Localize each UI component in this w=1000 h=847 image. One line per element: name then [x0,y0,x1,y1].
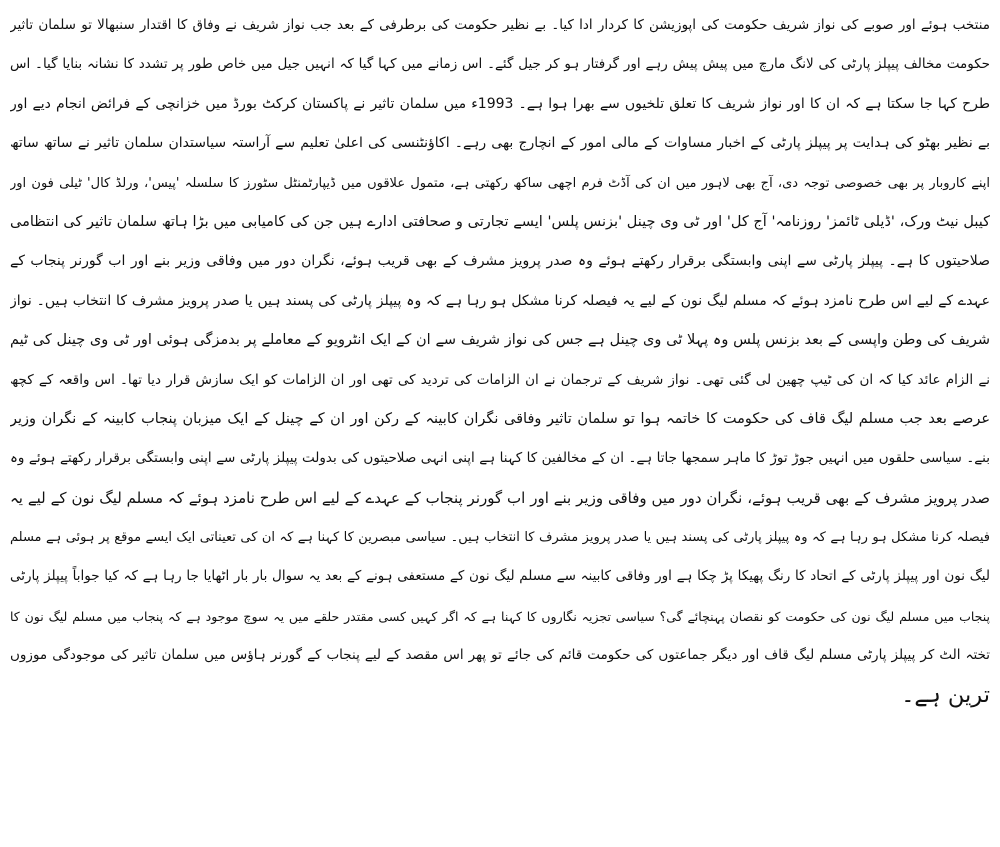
article-line: فیصلہ کرنا مشکل ہو رہا ہے کہ وہ پیپلز پارٹی کی پسند ہیں یا صدر پرویز مشرف کا انتخاب ہیں۔ سیاسی مبصرین کا کہنا ہے کہ ان کی تعیناتی ایک ایسے موقع پر ہوئی ہے مسلم [10,530,990,546]
article-line: صلاحیتوں کا ہے۔ پیپلز پارٹی سے اپنی وابستگی برقرار رکھتے ہوئے وہ صدر پرویز مشرف کے بھی قریب ہوئے، نگران دور میں وفاقی وزیر بنے اور اب گورنر پنجاب کے [10,253,990,270]
article-line: تختہ الٹ کر پیپلز پارٹی مسلم لیگ قاف اور دیگر جماعتوں کی حکومت قائم کی جائے تو پھر اس مقصد کے لیے پنجاب کے گورنر ہاؤس میں سلمان تاثیر کی موجودگی موزوں [10,647,990,664]
article-line: عرصے بعد جب مسلم لیگ قاف کی حکومت کا خاتمہ ہوا تو سلمان تاثیر وفاقی نگران کابینہ کے رکن اور ان کے چینل کے ایک میزبان پنجاب کابینہ کے نگران وزیر [10,410,990,427]
article-line: طرح کہا جا سکتا ہے کہ ان کا اور نواز شریف کا تعلق تلخیوں سے بھرا ہوا ہے۔ 1993ء میں سلمان تاثیر نے پاکستان کرکٹ بورڈ میں خزانچی کے فرائض انجام دیے اور [10,95,990,112]
article-line: نے الزام عائد کیا کہ ان کی ٹیپ چھین لی گئی تھی۔ نواز شریف کے ترجمان نے ان الزامات کی تردید کی تھی اور ان الزامات کو ایک سازش قرار دیا تھا۔ اس واقعہ کے کچھ [10,371,990,388]
article-line: منتخب ہوئے اور صوبے کی نواز شریف حکومت کی اپوزیشن کا کردار ادا کیا۔ بے نظیر حکومت کی برطرفی کے بعد جب نواز شریف نے وفاق کا اقتدار سنبھالا تو سلمان تاثیر [10,17,990,33]
article-line: پنجاب میں مسلم لیگ نون کی حکومت کو نقصان پہنچائے گی؟ سیاسی تجزیہ نگاروں کا کہنا ہے کہ اگر کہیں کسی مقتدر حلقے میں یہ سوچ موجود ہے کہ پنجاب میں مسلم لیگ نون کا [10,608,990,624]
article-line: اپنے کاروبار پر بھی خصوصی توجہ دی، آج بھی لاہور میں ان کی آڈٹ فرم اچھی ساکھ رکھتی ہے، متمول علاقوں میں ڈیپارٹمنٹل سٹورز کا سلسلہ 'پیس'، ورلڈ کال' ٹیلی فون اور [10,175,990,191]
article-line: لیگ نون اور پیپلز پارٹی کے اتحاد کا رنگ پھیکا پڑ چکا ہے اور وفاقی کابینہ سے مسلم لیگ نون کے مستعفی ہونے کے بعد یہ سوال بار بار اٹھایا جا رہا ہے کہ کیا جواباً پیپلز پارٹی [10,568,990,585]
article-line: عہدے کے لیے اس طرح نامزد ہوئے کہ مسلم لیگ نون کے لیے یہ فیصلہ کرنا مشکل ہو رہا ہے کہ وہ پیپلز پارٹی کی پسند ہیں یا صدر پرویز مشرف کا انتخاب ہیں۔ نواز [10,292,990,309]
article-line: شریف کی وطن واپسی کے بعد بزنس پلس وہ پہلا ٹی وی چینل ہے جس کی نواز شریف سے ان کے ایک انٹرویو کے معاملے پر بدمزگی ہوئی اور ٹی وی چینل کی ٹیم [10,332,990,349]
article-line: صدر پرویز مشرف کے بھی قریب ہوئے، نگران دور میں وفاقی وزیر بنے اور اب گورنر پنجاب کے عہدے کے لیے اس طرح نامزد ہوئے کہ مسلم لیگ نون کے لیے یہ [10,488,990,507]
article-line: بنے۔ سیاسی حلقوں میں انہیں جوڑ توڑ کا ماہر سمجھا جاتا ہے۔ ان کے مخالفین کا کہنا ہے اپنی انہی صلاحیتوں کی بدولت پیپلز پارٹی سے اپنی وابستگی برقرار رکھتے ہوئے وہ [10,450,990,467]
article-line: بے نظیر بھٹو کی ہدایت پر پیپلز پارٹی کے اخبار مساوات کے مالی امور کے انچارج بھی رہے۔ اکاؤنٹنسی کی اعلیٰ تعلیم سے آراستہ سیاستدان سلمان تاثیر نے ساتھ ساتھ [10,135,990,152]
article-line: ترین ہے۔ [901,681,990,708]
article-line: کیبل نیٹ ورک، 'ڈیلی ٹائمز' روزنامہ' آج کل' اور ٹی وی چینل 'بزنس پلس' ایسے تجارتی و صحافتی ادارے ہیں جن کی کامیابی میں بڑا ہاتھ سلمان تاثیر کی انتظامی [10,213,990,230]
article-line: حکومت مخالف پیپلز پارٹی کی لانگ مارچ میں پیش پیش رہے اور گرفتار ہو کر جیل گئے۔ اس زمانے میں کہا گیا کہ انہیں جیل میں خاص طور پر تشدد کا نشانہ بنایا گیا۔ اس [10,56,990,73]
